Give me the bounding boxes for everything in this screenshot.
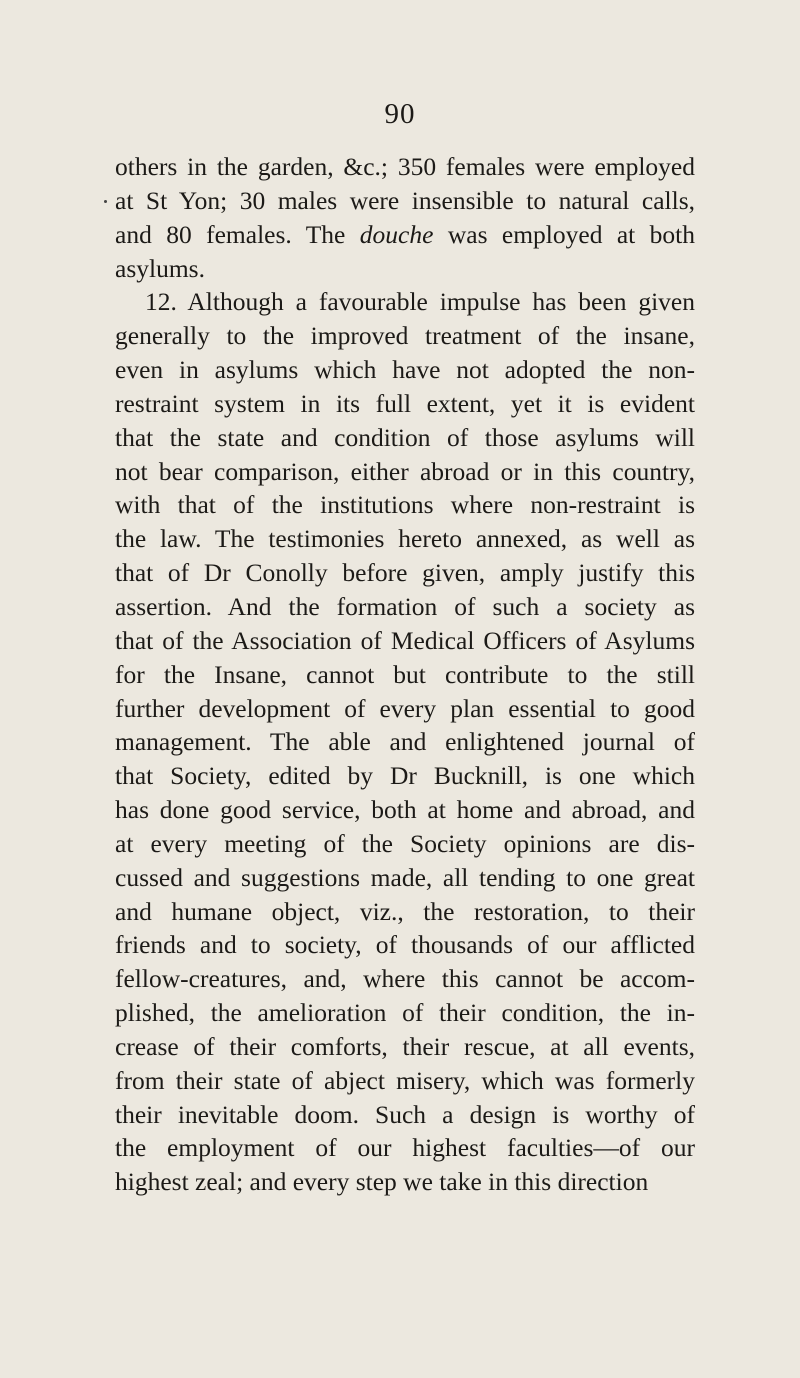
text-line: management. The able and enlightened journal of bbox=[115, 727, 695, 757]
text-line: with that of the institutions where non-restraint is bbox=[115, 490, 695, 520]
text-line: even in asylums which have not adopted the non- bbox=[115, 355, 695, 385]
margin-mark bbox=[104, 200, 107, 203]
text-line: that the state and condition of those asylums will bbox=[115, 422, 695, 452]
text-line: at St Yon; 30 males were insensible to natural calls, bbox=[115, 185, 695, 215]
text-line: assertion. And the formation of such a society as bbox=[115, 591, 695, 621]
text-line: plished, the amelioration of their condition, the in- bbox=[115, 998, 695, 1028]
text-line: highest zeal; and every step we take in this direction bbox=[115, 1167, 649, 1197]
text-line: and humane object, viz., the restoration, to their bbox=[115, 896, 695, 926]
text-line: further development of every plan essential to good bbox=[115, 693, 695, 723]
text-line: generally to the improved treatment of the insane, bbox=[115, 321, 695, 351]
text-line: fellow-creatures, and, where this cannot be accom- bbox=[115, 964, 695, 994]
text-line: crease of their comforts, their rescue, at all events, bbox=[115, 1031, 695, 1061]
text-line: that of the Association of Medical Officers of Asylums bbox=[115, 625, 695, 655]
text-line: that of Dr Conolly before given, amply justify this bbox=[115, 558, 695, 588]
text-line bbox=[115, 218, 695, 252]
text-line: friends and to society, of thousands of our afflicted bbox=[115, 930, 695, 960]
page-number: 90 bbox=[384, 98, 416, 130]
text-line: for the Insane, cannot but contribute to the still bbox=[115, 659, 695, 689]
text-line: cussed and suggestions made, all tending to one great bbox=[115, 862, 695, 892]
text-line: the employment of our highest faculties—of our bbox=[115, 1133, 695, 1163]
text-line: that Society, edited by Dr Bucknill, is one which bbox=[115, 761, 695, 791]
text-line: their inevitable doom. Such a design is worthy of bbox=[115, 1099, 695, 1129]
text-line: others in the garden, &c.; 350 females were employed bbox=[115, 152, 695, 181]
text-line: at every meeting of the Society opinions are dis- bbox=[115, 828, 695, 858]
paragraph-start-line: 12. Although a favourable impulse has been given bbox=[145, 287, 695, 317]
text-line: from their state of abject misery, which was formerly bbox=[115, 1065, 695, 1095]
text-segment: was employed at both bbox=[433, 219, 696, 249]
text-line: asylums. bbox=[115, 253, 205, 283]
text-segment: and 80 females. The bbox=[115, 219, 360, 249]
italic-term-douche: douche bbox=[359, 219, 434, 249]
text-line: not bear comparison, either abroad or in this country, bbox=[115, 456, 695, 486]
text-line: the law. The testimonies hereto annexed, as well as bbox=[115, 524, 695, 554]
body-text bbox=[115, 150, 695, 1199]
text-line: restraint system in its full extent, yet it is evident bbox=[115, 388, 695, 418]
text-line: has done good service, both at home and abroad, and bbox=[115, 795, 695, 825]
